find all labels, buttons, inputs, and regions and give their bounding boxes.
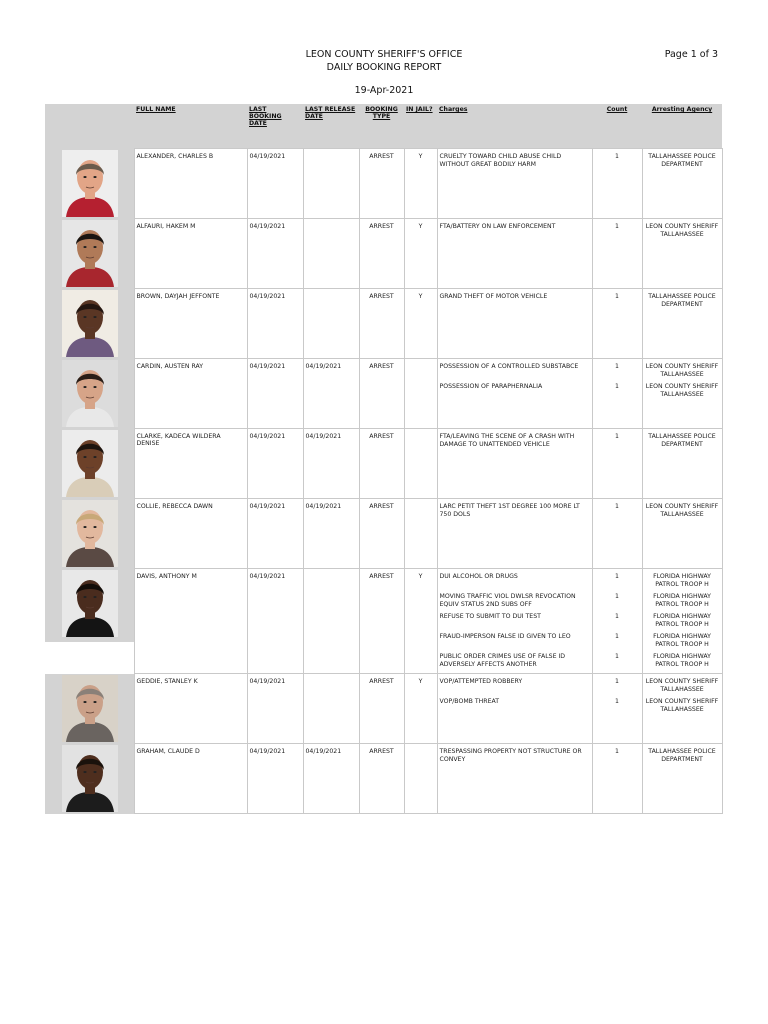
agency-cell xyxy=(642,674,722,744)
header-arresting-agency: Arresting Agency xyxy=(642,104,722,149)
header-full-name: FULL NAME xyxy=(134,104,247,149)
charges-cell xyxy=(437,359,592,429)
photo-cell xyxy=(45,289,134,359)
arresting-agency: TALLAHASSEE POLICE DEPARTMENT xyxy=(648,153,716,168)
full-name-cell: BROWN, DAYJAH JEFFONTE xyxy=(134,289,247,359)
booking-type-cell: ARREST xyxy=(359,359,404,429)
booking-type-cell: ARREST xyxy=(359,674,404,744)
arresting-agency: LEON COUNTY SHERIFF TALLAHASSEE xyxy=(645,678,719,693)
count-cell xyxy=(592,499,642,569)
charge-count: 1 xyxy=(615,678,619,685)
charges-cell xyxy=(437,149,592,219)
full-name-cell: GRAHAM, CLAUDE D xyxy=(134,744,247,814)
charge-text: POSSESSION OF PARAPHERNALIA xyxy=(439,383,543,390)
charge-count: 1 xyxy=(615,383,619,390)
charges-cell xyxy=(437,744,592,814)
in-jail-cell: Y xyxy=(404,289,437,359)
table-header-row xyxy=(45,104,722,149)
arresting-agency: LEON COUNTY SHERIFF TALLAHASSEE xyxy=(645,698,719,713)
mugshot-silhouette xyxy=(62,570,118,637)
charges-cell xyxy=(437,569,592,674)
booking-type-cell: ARREST xyxy=(359,744,404,814)
mugshot-photo xyxy=(62,290,118,357)
release-date-cell xyxy=(303,149,359,219)
charge-text: MOVING TRAFFIC VIOL DWLSR REVOCATION EQUIV STATUS 2ND SUBS OFF xyxy=(439,593,576,608)
full-name-cell: CARDIN, AUSTEN RAY xyxy=(134,359,247,429)
mugshot-silhouette xyxy=(62,150,118,217)
arresting-agency: FLORIDA HIGHWAY PATROL TROOP H xyxy=(653,633,711,648)
agency-cell xyxy=(642,219,722,289)
mugshot-silhouette xyxy=(62,500,118,567)
booking-date-cell: 04/19/2021 xyxy=(247,499,303,569)
charge-text: PUBLIC ORDER CRIMES USE OF FALSE ID ADVERSELY AFFECTS ANOTHER xyxy=(439,653,566,668)
booking-date-cell: 04/19/2021 xyxy=(247,289,303,359)
report-title: DAILY BOOKING REPORT xyxy=(326,62,442,73)
mugshot-photo xyxy=(62,500,118,567)
booking-date-cell: 04/19/2021 xyxy=(247,149,303,219)
table-row xyxy=(45,674,722,744)
count-cell xyxy=(592,674,642,744)
charge-text: FTA/LEAVING THE SCENE OF A CRASH WITH DAMAGE TO UNATTENDED VEHICLE xyxy=(439,433,575,448)
full-name-cell: CLARKE, KADECA WILDERA DENISE xyxy=(134,429,247,499)
charge-text: REFUSE TO SUBMIT TO DUI TEST xyxy=(439,613,541,620)
photo-cell xyxy=(45,429,134,499)
table-row xyxy=(45,149,722,219)
arresting-agency: LEON COUNTY SHERIFF TALLAHASSEE xyxy=(645,363,719,378)
charge-text: VOP/BOMB THREAT xyxy=(439,698,500,705)
mugshot-photo xyxy=(62,675,118,742)
in-jail-cell xyxy=(404,429,437,499)
agency-cell xyxy=(642,569,722,674)
booking-type-cell: ARREST xyxy=(359,429,404,499)
arresting-agency: FLORIDA HIGHWAY PATROL TROOP H xyxy=(653,613,711,628)
release-date-cell: 04/19/2021 xyxy=(303,359,359,429)
mugshot-photo xyxy=(62,430,118,497)
agency-cell xyxy=(642,149,722,219)
full-name-cell: ALFAURI, HAKEM M xyxy=(134,219,247,289)
mugshot-silhouette xyxy=(62,220,118,287)
booking-date-cell: 04/19/2021 xyxy=(247,744,303,814)
release-date-cell xyxy=(303,674,359,744)
in-jail-cell xyxy=(404,744,437,814)
booking-type-cell: ARREST xyxy=(359,149,404,219)
photo-cell xyxy=(45,569,134,674)
arresting-agency: TALLAHASSEE POLICE DEPARTMENT xyxy=(648,293,716,308)
mugshot-photo xyxy=(62,150,118,217)
count-cell xyxy=(592,289,642,359)
photo-cell xyxy=(45,359,134,429)
charge-count: 1 xyxy=(615,363,619,370)
photo-cell xyxy=(45,499,134,569)
mugshot-silhouette xyxy=(62,360,118,427)
charge-count: 1 xyxy=(615,748,619,755)
photo-cell xyxy=(45,219,134,289)
arresting-agency: TALLAHASSEE POLICE DEPARTMENT xyxy=(648,748,716,763)
release-date-cell: 04/19/2021 xyxy=(303,499,359,569)
in-jail-cell: Y xyxy=(404,674,437,744)
in-jail-cell: Y xyxy=(404,149,437,219)
full-name-cell: COLLIE, REBECCA DAWN xyxy=(134,499,247,569)
arresting-agency: FLORIDA HIGHWAY PATROL TROOP H xyxy=(653,573,711,588)
charge-text: LARC PETIT THEFT 1ST DEGREE 100 MORE LT 750 DOLS xyxy=(439,503,580,518)
header-count: Count xyxy=(592,104,642,149)
arresting-agency: TALLAHASSEE POLICE DEPARTMENT xyxy=(648,433,716,448)
count-cell xyxy=(592,219,642,289)
count-cell xyxy=(592,569,642,674)
agency-cell xyxy=(642,499,722,569)
release-date-cell xyxy=(303,569,359,674)
charge-count: 1 xyxy=(615,593,619,600)
table-row xyxy=(45,744,722,814)
booking-date-cell: 04/19/2021 xyxy=(247,429,303,499)
charge-count: 1 xyxy=(615,293,619,300)
charge-count: 1 xyxy=(615,573,619,580)
mugshot-silhouette xyxy=(62,290,118,357)
charges-cell xyxy=(437,289,592,359)
mugshot-photo xyxy=(62,220,118,287)
booking-date-cell: 04/19/2021 xyxy=(247,569,303,674)
agency-cell xyxy=(642,744,722,814)
booking-date-cell: 04/19/2021 xyxy=(247,359,303,429)
in-jail-cell xyxy=(404,499,437,569)
charge-text: POSSESSION OF A CONTROLLED SUBSTABCE xyxy=(439,363,579,370)
charge-count: 1 xyxy=(615,653,619,660)
mugshot-photo xyxy=(62,360,118,427)
charge-count: 1 xyxy=(615,503,619,510)
charge-count: 1 xyxy=(615,613,619,620)
booking-table xyxy=(45,104,723,814)
page-number: Page 1 of 3 xyxy=(664,49,718,60)
count-cell xyxy=(592,149,642,219)
arresting-agency: LEON COUNTY SHERIFF TALLAHASSEE xyxy=(645,383,719,398)
count-cell xyxy=(592,429,642,499)
booking-type-cell: ARREST xyxy=(359,219,404,289)
full-name-cell: ALEXANDER, CHARLES B xyxy=(134,149,247,219)
mugshot-silhouette xyxy=(62,745,118,812)
charge-text: DUI ALCOHOL OR DRUGS xyxy=(439,573,518,580)
booking-date-cell: 04/19/2021 xyxy=(247,674,303,744)
in-jail-cell xyxy=(404,359,437,429)
header-in-jail: IN JAIL? xyxy=(404,104,437,149)
charge-text: GRAND THEFT OF MOTOR VEHICLE xyxy=(439,293,548,300)
booking-type-cell: ARREST xyxy=(359,289,404,359)
release-date-cell: 04/19/2021 xyxy=(303,744,359,814)
full-name-cell: DAVIS, ANTHONY M xyxy=(134,569,247,674)
arresting-agency: FLORIDA HIGHWAY PATROL TROOP H xyxy=(653,593,711,608)
table-row xyxy=(45,289,722,359)
charge-count: 1 xyxy=(615,153,619,160)
charge-count: 1 xyxy=(615,633,619,640)
agency-cell xyxy=(642,289,722,359)
charges-cell xyxy=(437,499,592,569)
release-date-cell xyxy=(303,289,359,359)
release-date-cell xyxy=(303,219,359,289)
charges-cell xyxy=(437,429,592,499)
charge-text: CRUELTY TOWARD CHILD ABUSE CHILD WITHOUT GREAT BODILY HARM xyxy=(439,153,562,168)
office-title: LEON COUNTY SHERIFF'S OFFICE xyxy=(305,49,463,60)
booking-type-cell: ARREST xyxy=(359,499,404,569)
table-row xyxy=(45,429,722,499)
table-row xyxy=(45,359,722,429)
header-last-booking-date: LAST BOOKING DATE xyxy=(247,104,303,149)
mugshot-photo xyxy=(62,745,118,812)
mugshot-silhouette xyxy=(62,675,118,742)
photo-cell xyxy=(45,744,134,814)
count-cell xyxy=(592,744,642,814)
report-date: 19-Apr-2021 xyxy=(354,85,414,96)
charge-count: 1 xyxy=(615,223,619,230)
charge-text: FRAUD-IMPERSON FALSE ID GIVEN TO LEO xyxy=(439,633,571,640)
header-last-release-date: LAST RELEASE DATE xyxy=(303,104,359,149)
agency-cell xyxy=(642,359,722,429)
header-charges: Charges xyxy=(437,104,592,149)
photo-cell xyxy=(45,674,134,744)
full-name-cell: GEDDIE, STANLEY K xyxy=(134,674,247,744)
table-row xyxy=(45,499,722,569)
in-jail-cell: Y xyxy=(404,219,437,289)
charges-cell xyxy=(437,219,592,289)
charge-text: TRESPASSING PROPERTY NOT STRUCTURE OR CONVEY xyxy=(439,748,582,763)
mugshot-photo xyxy=(62,570,118,637)
booking-date-cell: 04/19/2021 xyxy=(247,219,303,289)
arresting-agency: LEON COUNTY SHERIFF TALLAHASSEE xyxy=(645,503,719,518)
photo-cell xyxy=(45,149,134,219)
in-jail-cell: Y xyxy=(404,569,437,674)
agency-cell xyxy=(642,429,722,499)
header-booking-type: BOOKING TYPE xyxy=(359,104,404,149)
arresting-agency: FLORIDA HIGHWAY PATROL TROOP H xyxy=(653,653,711,668)
blank-panel xyxy=(45,642,134,674)
charge-count: 1 xyxy=(615,433,619,440)
table-row xyxy=(45,219,722,289)
arresting-agency: LEON COUNTY SHERIFF TALLAHASSEE xyxy=(645,223,719,238)
mugshot-silhouette xyxy=(62,430,118,497)
charges-cell xyxy=(437,674,592,744)
count-cell xyxy=(592,359,642,429)
charge-count: 1 xyxy=(615,698,619,705)
release-date-cell: 04/19/2021 xyxy=(303,429,359,499)
charge-text: FTA/BATTERY ON LAW ENFORCEMENT xyxy=(439,223,556,230)
booking-type-cell: ARREST xyxy=(359,569,404,674)
table-row xyxy=(45,569,722,674)
charge-text: VOP/ATTEMPTED ROBBERY xyxy=(439,678,523,685)
photo-column-header xyxy=(45,104,134,149)
